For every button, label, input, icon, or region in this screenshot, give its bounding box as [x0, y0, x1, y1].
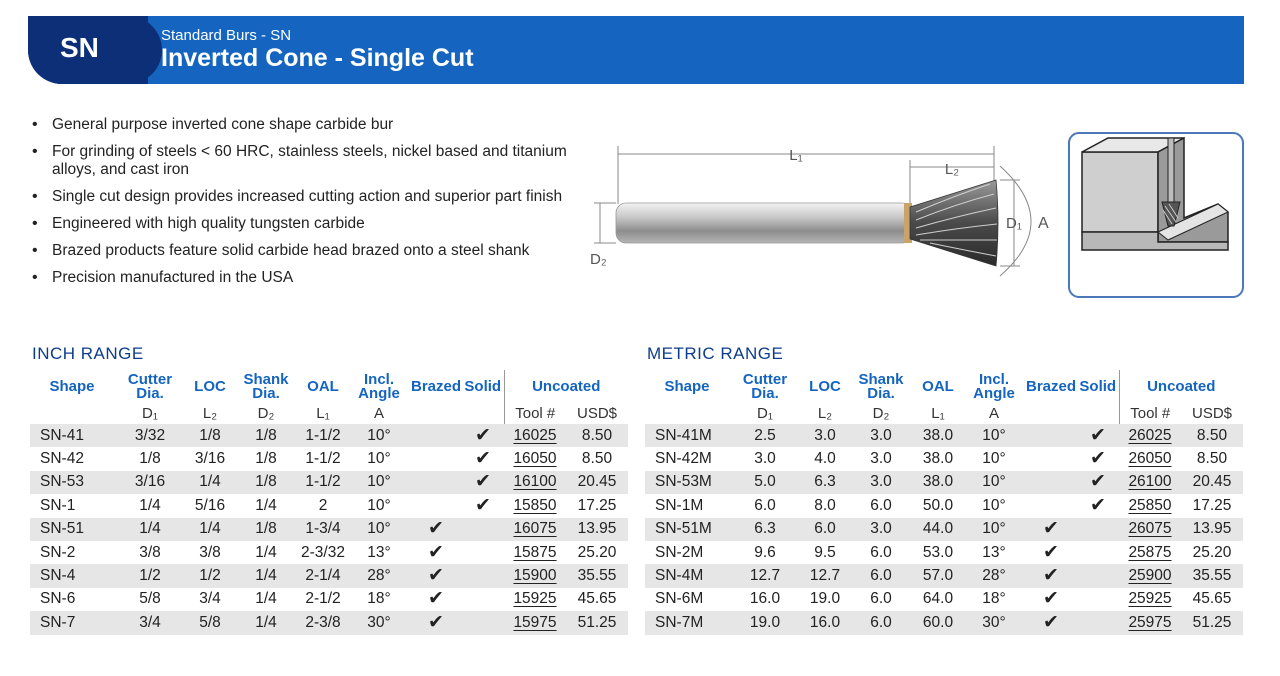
d2-label: D₂	[590, 251, 607, 268]
brazed-check: ✔	[428, 588, 444, 610]
angle-label: A	[1038, 215, 1049, 232]
solid-check	[462, 518, 504, 541]
d1-label: D₁	[1006, 215, 1022, 232]
shank-dia-cell: 3.0	[849, 471, 913, 494]
solid-check	[462, 541, 504, 564]
brazed-check: ✔	[410, 611, 462, 634]
brazed-check: ✔	[1043, 588, 1059, 610]
price-cell: 45.65	[577, 590, 617, 608]
angle-cell: 28°	[348, 564, 410, 587]
col-oal: OAL	[307, 378, 339, 395]
col-oal: OAL	[922, 378, 954, 395]
loc-cell: 3/16	[194, 450, 226, 468]
oal-cell: 38.0	[913, 471, 963, 494]
oal-cell: 50.0	[922, 496, 954, 514]
sym-l1: L₁	[931, 405, 945, 422]
oal-cell: 64.0	[922, 590, 954, 608]
metric-range-table	[645, 370, 1243, 635]
sym-a: A	[373, 405, 384, 422]
brazed-check	[410, 447, 462, 470]
col-loc: LOC	[194, 378, 226, 395]
oal-cell: 2-3/32	[301, 543, 345, 561]
tool-number[interactable]: 25975	[1119, 611, 1181, 634]
shape-cell: SN-2M	[655, 543, 704, 561]
price-cell: 35.55	[566, 564, 628, 587]
solid-check	[1077, 541, 1119, 564]
col-brazed: Brazed	[410, 378, 462, 395]
oal-cell: 2-3/8	[298, 611, 348, 634]
shank-dia-cell: 6.0	[849, 611, 913, 634]
cutter-dia-cell: 1/4	[114, 518, 186, 541]
shape-cell: SN-53	[30, 471, 114, 494]
table-row	[30, 588, 628, 611]
cutter-dia-cell: 2.5	[729, 424, 801, 447]
cutter-dia-cell: 6.0	[754, 496, 776, 514]
brazed-check	[1025, 494, 1077, 517]
oal-cell: 1-1/2	[305, 450, 341, 468]
oal-cell: 57.0	[913, 564, 963, 587]
solid-check	[462, 588, 504, 611]
tool-number[interactable]: 25900	[1119, 564, 1181, 587]
cutter-dia-cell: 3.0	[754, 450, 776, 468]
tool-number[interactable]: 25850	[1128, 496, 1172, 514]
solid-check	[462, 564, 504, 587]
solid-check: ✔	[462, 471, 504, 494]
angle-cell: 10°	[367, 450, 391, 468]
sym-l2: L₂	[202, 405, 218, 422]
bur-shank	[616, 203, 912, 243]
solid-check: ✔	[1090, 494, 1106, 516]
shank-dia-cell: 6.0	[870, 543, 892, 561]
solid-check: ✔	[1077, 424, 1119, 447]
brazed-check: ✔	[1043, 541, 1059, 563]
brazed-check: ✔	[1025, 564, 1077, 587]
shank-dia-cell: 1/8	[234, 424, 298, 447]
d2-dimension	[594, 203, 616, 243]
solid-check	[1077, 588, 1119, 611]
tool-number[interactable]: 26025	[1119, 424, 1181, 447]
shank-dia-cell: 3.0	[849, 424, 913, 447]
table-row	[30, 447, 628, 470]
feature-item: • Engineered with high quality tungsten carbide	[30, 215, 590, 233]
brazed-check: ✔	[410, 518, 462, 541]
angle-cell: 13°	[982, 543, 1006, 561]
cutter-dia-cell: 3/4	[114, 611, 186, 634]
shank-dia-cell: 1/4	[255, 543, 277, 561]
price-cell: 8.50	[581, 450, 613, 468]
angle-cell: 10°	[348, 424, 410, 447]
shape-cell: SN-7	[30, 611, 114, 634]
l2-label: L₂	[944, 161, 960, 178]
series-badge: SN	[60, 32, 99, 63]
shank-dia-cell: 1/4	[234, 564, 298, 587]
brazed-check: ✔	[1025, 518, 1077, 541]
shape-cell: SN-41	[30, 424, 114, 447]
tool-number[interactable]: 16050	[513, 450, 557, 468]
table-row	[30, 611, 628, 634]
shape-cell: SN-51M	[645, 518, 729, 541]
col-incl-angle: Incl. Angle	[358, 371, 400, 402]
angle-cell: 30°	[348, 611, 410, 634]
col-incl-angle: Incl. Angle	[973, 371, 1015, 402]
shape-cell: SN-1M	[655, 496, 704, 514]
price-cell: 8.50	[566, 424, 628, 447]
loc-cell: 1/4	[186, 471, 234, 494]
shape-cell: SN-42M	[655, 450, 712, 468]
l1-dimension	[618, 146, 994, 204]
tool-number[interactable]: 15900	[504, 564, 566, 587]
feature-item: • Precision manufactured in the USA	[30, 269, 590, 287]
cutter-dia-cell: 1/2	[114, 564, 186, 587]
angle-cell: 10°	[348, 518, 410, 541]
angle-cell: 10°	[367, 496, 391, 514]
shape-cell: SN-53M	[645, 471, 729, 494]
loc-cell: 6.0	[801, 518, 849, 541]
shank-dia-cell: 1/8	[255, 450, 277, 468]
shank-dia-cell: 1/4	[234, 611, 298, 634]
brazed-check: ✔	[1025, 611, 1077, 634]
cutter-dia-cell: 9.6	[754, 543, 776, 561]
price-cell: 17.25	[1192, 496, 1232, 514]
price-cell: 20.45	[566, 471, 628, 494]
feature-item: • Brazed products feature solid carbide head brazed onto a steel shank	[30, 242, 590, 260]
sym-d2: D₂	[872, 405, 890, 422]
solid-check: ✔	[475, 448, 491, 470]
table-row	[645, 518, 1243, 541]
angle-cell: 13°	[367, 543, 391, 561]
solid-check: ✔	[1090, 448, 1106, 470]
table-row	[30, 494, 628, 517]
cutter-dia-cell: 3/16	[114, 471, 186, 494]
tool-number[interactable]: 16100	[504, 471, 566, 494]
oal-cell: 2	[318, 496, 328, 514]
tool-number[interactable]: 15850	[513, 496, 557, 514]
table-row	[645, 564, 1243, 587]
angle-cell: 10°	[963, 518, 1025, 541]
angle-cell: 28°	[963, 564, 1025, 587]
loc-cell: 5/8	[186, 611, 234, 634]
table-row	[645, 541, 1243, 564]
table-row	[645, 424, 1243, 447]
feature-item: • For grinding of steels < 60 HRC, stainless steels, nickel based and titanium alloys, and cast iron	[30, 143, 590, 179]
table-row	[30, 471, 628, 494]
loc-cell: 1/8	[186, 424, 234, 447]
angle-cell: 10°	[348, 471, 410, 494]
oal-cell: 2-1/4	[298, 564, 348, 587]
angle-cell: 10°	[982, 450, 1006, 468]
shape-cell: SN-7M	[645, 611, 729, 634]
bur-dimension-diagram	[586, 132, 1066, 280]
brazed-check	[410, 494, 462, 517]
col-usd: USD$	[576, 405, 617, 422]
tool-number[interactable]: 16025	[504, 424, 566, 447]
solid-check	[1077, 518, 1119, 541]
l1-label: L₁	[789, 147, 803, 164]
price-cell: 51.25	[1181, 611, 1243, 634]
oal-cell: 1-1/2	[298, 424, 348, 447]
price-cell: 13.95	[566, 518, 628, 541]
loc-cell: 8.0	[814, 496, 836, 514]
col-usd: USD$	[1191, 405, 1232, 422]
col-tool-number: Tool #	[504, 404, 566, 424]
oal-cell: 53.0	[922, 543, 954, 561]
cutter-dia-cell: 3/32	[114, 424, 186, 447]
oal-cell: 1-3/4	[298, 518, 348, 541]
angle-cell: 30°	[963, 611, 1025, 634]
oal-cell: 38.0	[913, 424, 963, 447]
col-shank-dia: Shank Dia.	[243, 371, 289, 402]
table-row	[645, 588, 1243, 611]
col-uncoated: Uncoated	[1119, 370, 1243, 404]
shank-dia-cell: 3.0	[870, 450, 892, 468]
oal-cell: 1-1/2	[298, 471, 348, 494]
cutter-dia-cell: 5/8	[139, 590, 161, 608]
col-shape: Shape	[664, 378, 710, 395]
shape-cell: SN-51	[30, 518, 114, 541]
shape-cell: SN-1	[40, 496, 76, 514]
price-cell: 25.20	[1192, 543, 1232, 561]
shank-dia-cell: 1/8	[234, 471, 298, 494]
col-solid: Solid	[464, 378, 502, 395]
table-row	[645, 494, 1243, 517]
brazed-check: ✔	[410, 564, 462, 587]
price-cell: 45.65	[1192, 590, 1232, 608]
tool-number[interactable]: 26050	[1128, 450, 1172, 468]
page-subtitle: Standard Burs - SN	[161, 27, 292, 44]
brazed-check	[1025, 447, 1077, 470]
loc-cell: 12.7	[801, 564, 849, 587]
cutter-dia-cell: 12.7	[729, 564, 801, 587]
shank-dia-cell: 6.0	[849, 564, 913, 587]
oal-cell: 2-1/2	[305, 590, 341, 608]
cutter-dia-cell: 1/8	[139, 450, 161, 468]
sym-a: A	[988, 405, 999, 422]
tool-number[interactable]: 26075	[1119, 518, 1181, 541]
price-cell: 35.55	[1181, 564, 1243, 587]
shape-cell: SN-2	[40, 543, 76, 561]
loc-cell: 19.0	[809, 590, 841, 608]
tool-number[interactable]: 26100	[1119, 471, 1181, 494]
tool-number[interactable]: 25875	[1128, 543, 1172, 561]
shank-dia-cell: 6.0	[870, 496, 892, 514]
loc-cell: 4.0	[814, 450, 836, 468]
metric-range-title: METRIC RANGE	[647, 344, 784, 363]
price-cell: 25.20	[577, 543, 617, 561]
table-row	[30, 424, 628, 447]
solid-check	[1077, 611, 1119, 634]
cutter-dia-cell: 5.0	[729, 471, 801, 494]
price-cell: 8.50	[1196, 450, 1228, 468]
solid-check: ✔	[462, 424, 504, 447]
brazed-check	[1025, 471, 1077, 494]
brazed-check	[410, 424, 462, 447]
shank-dia-cell: 6.0	[870, 590, 892, 608]
col-shank-dia: Shank Dia.	[858, 371, 904, 402]
tool-number[interactable]: 15875	[513, 543, 557, 561]
cutter-dia-cell: 3/8	[139, 543, 161, 561]
brazed-check: ✔	[428, 541, 444, 563]
table-row	[645, 611, 1243, 634]
oal-cell: 60.0	[913, 611, 963, 634]
loc-cell: 1/4	[186, 518, 234, 541]
col-cutter-dia: Cutter Dia.	[127, 371, 173, 402]
feature-item: • Single cut design provides increased cutting action and superior part finish	[30, 188, 590, 206]
sym-d1: D₁	[757, 405, 773, 422]
angle-cell: 10°	[982, 496, 1006, 514]
shape-cell: SN-4M	[645, 564, 729, 587]
angle-cell: 10°	[963, 471, 1025, 494]
loc-cell: 6.3	[801, 471, 849, 494]
loc-cell: 3/8	[199, 543, 221, 561]
tool-number[interactable]: 25925	[1128, 590, 1172, 608]
cutter-dia-cell: 1/4	[139, 496, 161, 514]
loc-cell: 9.5	[814, 543, 836, 561]
loc-cell: 16.0	[801, 611, 849, 634]
sym-l2: L₂	[817, 405, 833, 422]
price-cell: 13.95	[1181, 518, 1243, 541]
col-brazed: Brazed	[1025, 378, 1077, 395]
shank-dia-cell: 3.0	[849, 518, 913, 541]
tool-number[interactable]: 15975	[504, 611, 566, 634]
sym-l1: L₁	[316, 405, 330, 422]
angle-cell: 18°	[982, 590, 1006, 608]
shape-cell: SN-6	[40, 590, 76, 608]
sym-d1: D₁	[142, 405, 158, 422]
loc-cell: 1/2	[186, 564, 234, 587]
col-tool-number: Tool #	[1119, 404, 1181, 424]
cutter-dia-cell: 19.0	[729, 611, 801, 634]
solid-check: ✔	[1077, 471, 1119, 494]
brazed-check	[1025, 424, 1077, 447]
table-row	[30, 518, 628, 541]
inch-range-title: INCH RANGE	[32, 344, 144, 363]
cutter-dia-cell: 6.3	[729, 518, 801, 541]
bur-cutting-head	[910, 180, 998, 266]
loc-cell: 3/4	[199, 590, 221, 608]
shape-cell: SN-6M	[655, 590, 704, 608]
col-solid: Solid	[1079, 378, 1117, 395]
tool-number[interactable]: 16075	[504, 518, 566, 541]
loc-cell: 5/16	[194, 496, 226, 514]
angle-cell: 10°	[963, 424, 1025, 447]
shank-dia-cell: 1/4	[255, 590, 277, 608]
oal-cell: 38.0	[922, 450, 954, 468]
shape-cell: SN-42	[40, 450, 84, 468]
price-cell: 17.25	[577, 496, 617, 514]
table-row	[645, 471, 1243, 494]
shank-dia-cell: 1/4	[255, 496, 277, 514]
col-cutter-dia: Cutter Dia.	[742, 371, 788, 402]
solid-check: ✔	[475, 494, 491, 516]
price-cell: 8.50	[1181, 424, 1243, 447]
application-inset-image	[1068, 132, 1244, 298]
solid-check	[462, 611, 504, 634]
col-loc: LOC	[809, 378, 841, 395]
solid-check	[1077, 564, 1119, 587]
feature-item: • General purpose inverted cone shape carbide bur	[30, 116, 590, 134]
inch-range-table	[30, 370, 628, 635]
sym-d2: D₂	[257, 405, 275, 422]
page-title: Inverted Cone - Single Cut	[161, 44, 474, 72]
col-shape: Shape	[49, 378, 95, 395]
table-row	[30, 564, 628, 587]
table-row	[645, 447, 1243, 470]
tool-number[interactable]: 15925	[513, 590, 557, 608]
feature-list	[30, 116, 590, 296]
shank-dia-cell: 1/8	[234, 518, 298, 541]
angle-cell: 18°	[367, 590, 391, 608]
col-uncoated: Uncoated	[504, 370, 628, 404]
table-row	[30, 541, 628, 564]
shape-cell: SN-41M	[645, 424, 729, 447]
oal-cell: 44.0	[913, 518, 963, 541]
brazed-check	[410, 471, 462, 494]
cutter-dia-cell: 16.0	[749, 590, 781, 608]
price-cell: 51.25	[566, 611, 628, 634]
loc-cell: 3.0	[801, 424, 849, 447]
price-cell: 20.45	[1181, 471, 1243, 494]
shape-cell: SN-4	[30, 564, 114, 587]
